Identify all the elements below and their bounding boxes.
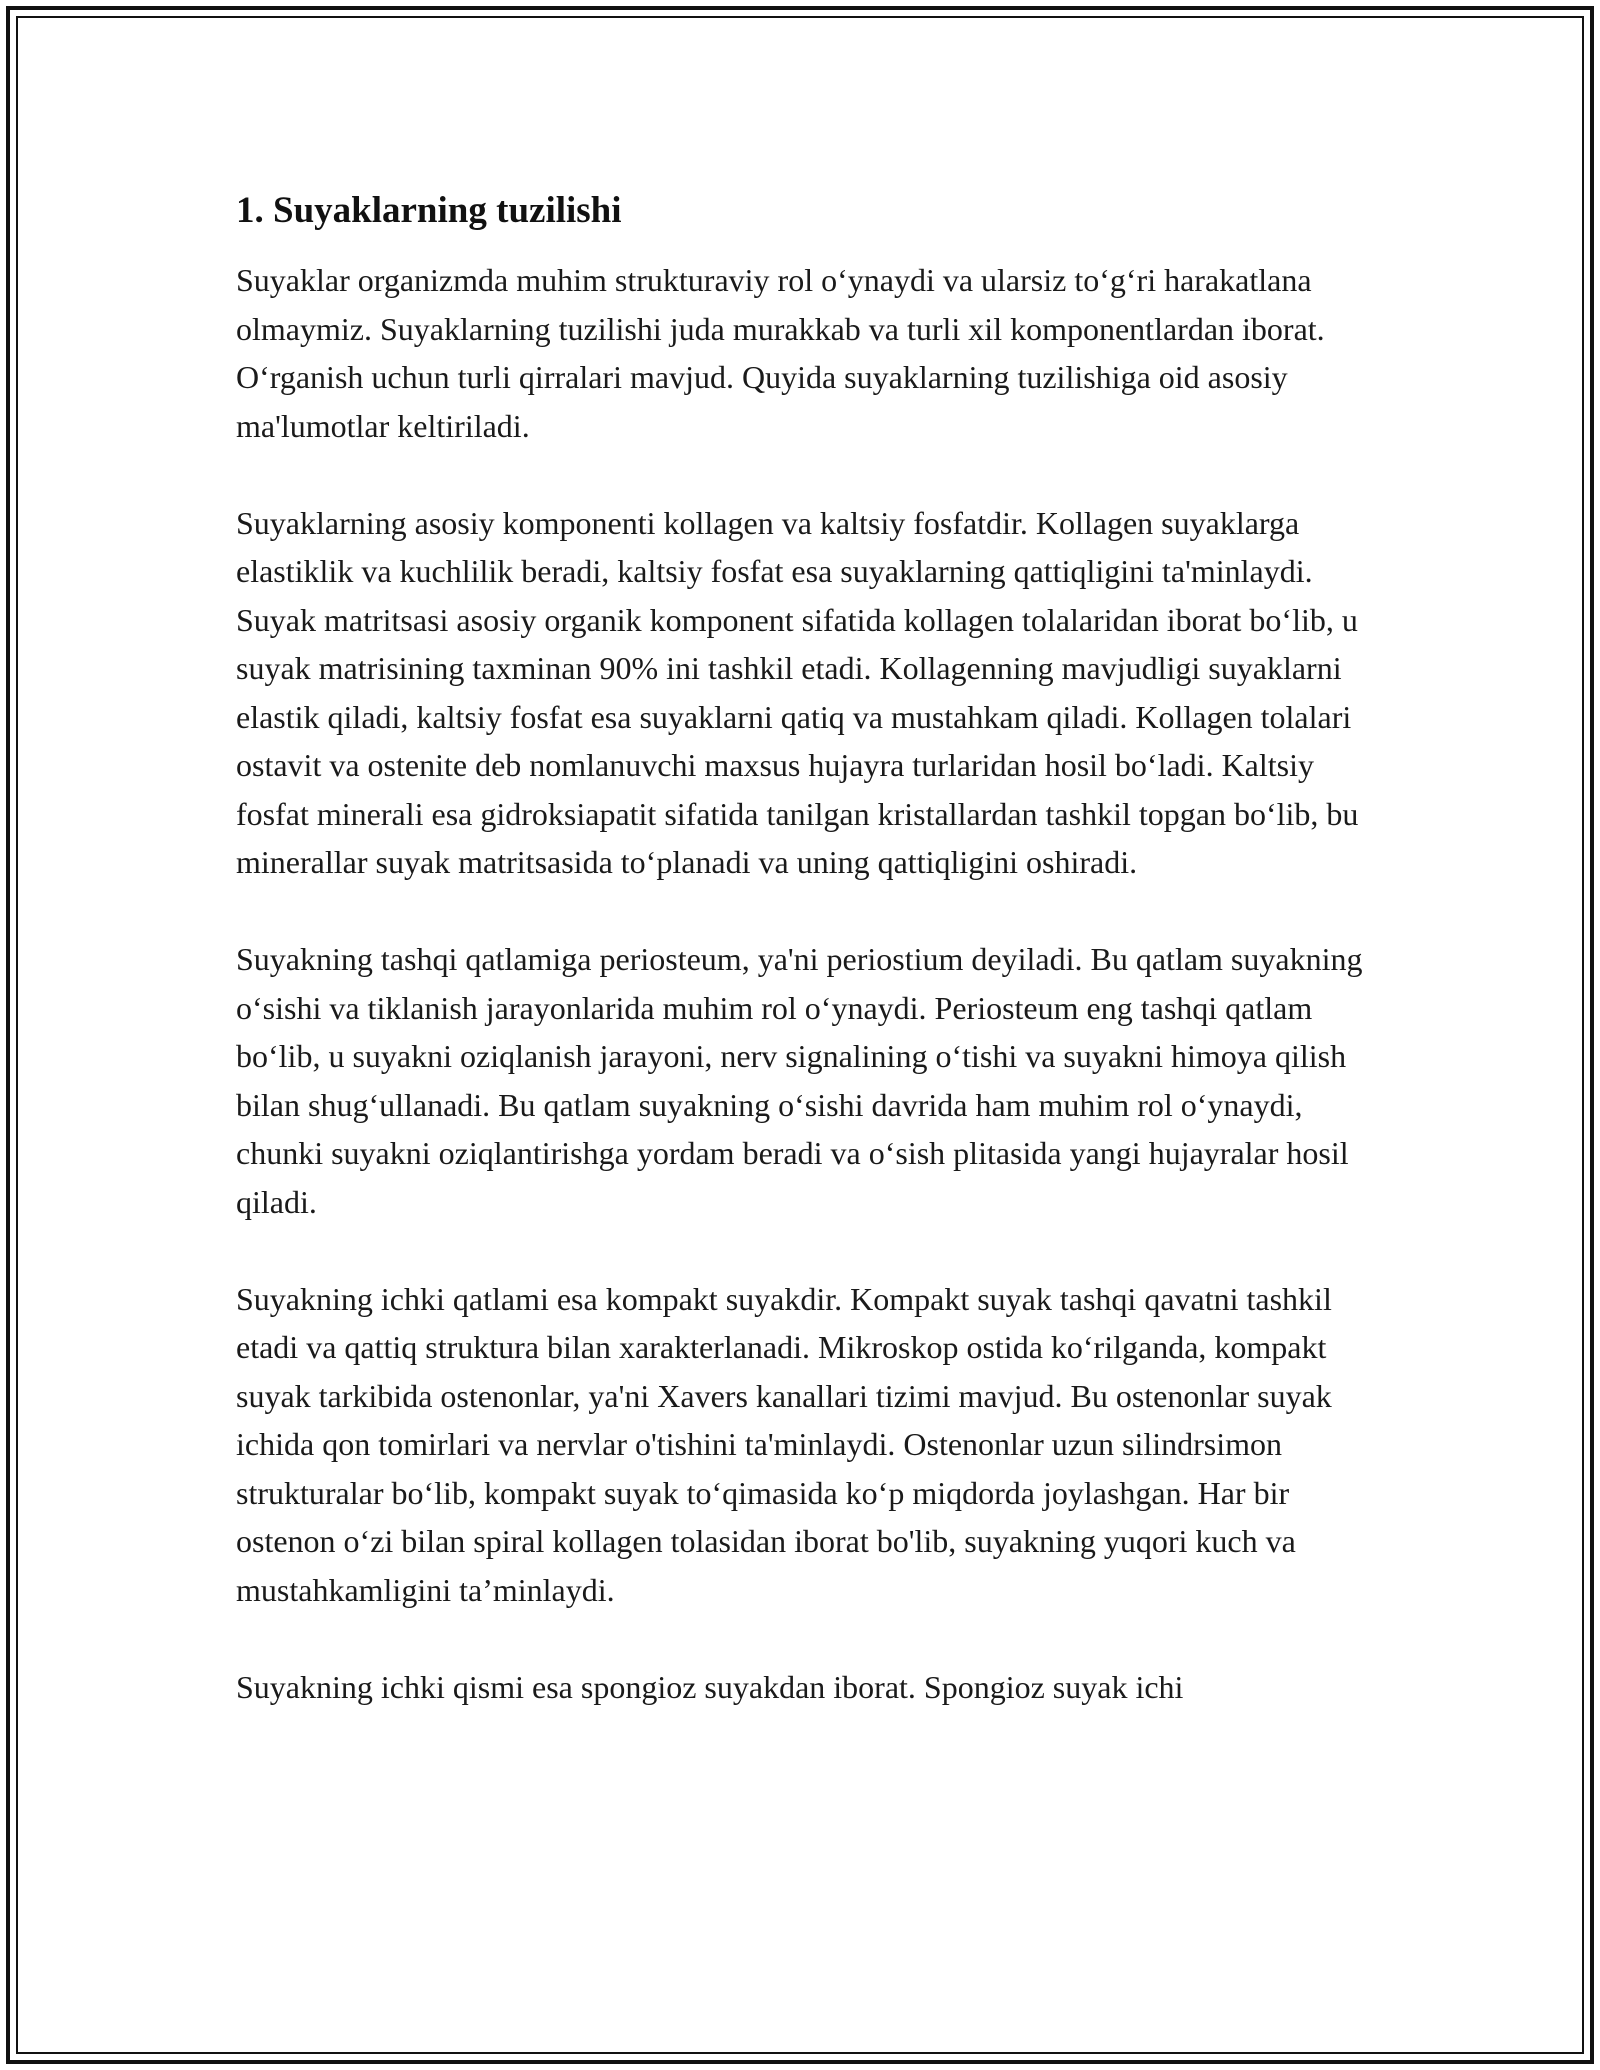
paragraph-periosteum: Suyakning tashqi qatlamiga periosteum, ya'ni periostium deyiladi. Bu qatlam suyakning o‘sishi va tiklanish jarayonlarida muhim rol o‘ynaydi. Periosteum eng tashqi qatlam bo‘lib, u suyakni oziqlanish jarayoni, nerv signalining o‘tishi va suyakni himoya qilish bilan shug‘ullanadi. Bu qatlam suyakning o‘sishi davrida ham muhim rol o‘ynaydi, chunki suyakni oziqlantirishga yordam beradi va o‘sish plitasida yangi hujayralar hosil qiladi. bbox=[236, 941, 1363, 1220]
paragraph-compact-bone: Suyakning ichki qatlami esa kompakt suyakdir. Kompakt suyak tashqi qavatni tashkil etadi va qattiq struktura bilan xarakterlanadi. Mikroskop ostida ko‘rilganda, kompakt suyak tarkibida ostenonlar, ya'ni Xavers kanallari tizimi mavjud. Bu ostenonlar suyak ichida qon tomirlari va nervlar o'tishini ta'minlaydi. Ostenonlar uzun silindrsimon strukturalar bo‘lib, kompakt suyak to‘qimasida ko‘p miqdorda joylashgan. Har bir ostenon o‘zi bilan spiral kollagen tolasidan iborat bo'lib, suyakning yuqori kuch va mustahkamligini ta’minlaydi. bbox=[236, 1280, 1332, 1608]
paragraph-intro: Suyaklar organizmda muhim strukturaviy rol o‘ynaydi va ularsiz to‘g‘ri harakatlana olmaymiz. Suyaklarning tuzilishi juda murakkab va turli xil komponentlardan iborat. O‘rganish uchun turli qirralari mavjud. Quyida suyaklarning tuzilishiga oid asosiy ma'lumotlar keltiriladi. bbox=[236, 262, 1325, 444]
paragraph-spongy-bone: Suyakning ichki qismi esa spongioz suyakdan iborat. Spongioz suyak ichi bbox=[236, 1668, 1184, 1705]
paragraph-composition: Suyaklarning asosiy komponenti kollagen va kaltsiy fosfatdir. Kollagen suyaklarga elastiklik va kuchlilik beradi, kaltsiy fosfat esa suyaklarning qattiqligini ta'minlaydi. Suyak matritsasi asosiy organik komponent sifatida kollagen tolalaridan iborat bo‘lib, u suyak matrisining taxminan 90% ini tashkil etadi. Kollagenning mavjudligi suyaklarni elastik qiladi, kaltsiy fosfat esa suyaklarni qatiq va mustahkam qiladi. Kollagen tolalari ostavit va ostenite deb nomlanuvchi maxsus hujayra turlaridan hosil bo‘ladi. Kaltsiy fosfat minerali esa gidroksiapatit sifatida tanilgan kristallardan tashkil topgan bo‘lib, bu minerallar suyak matritsasida to‘planadi va uning qattiqligini oshiradi. bbox=[236, 504, 1359, 880]
document-body bbox=[236, 186, 1374, 1760]
section-heading: 1. Suyaklarning tuzilishi bbox=[236, 190, 622, 231]
